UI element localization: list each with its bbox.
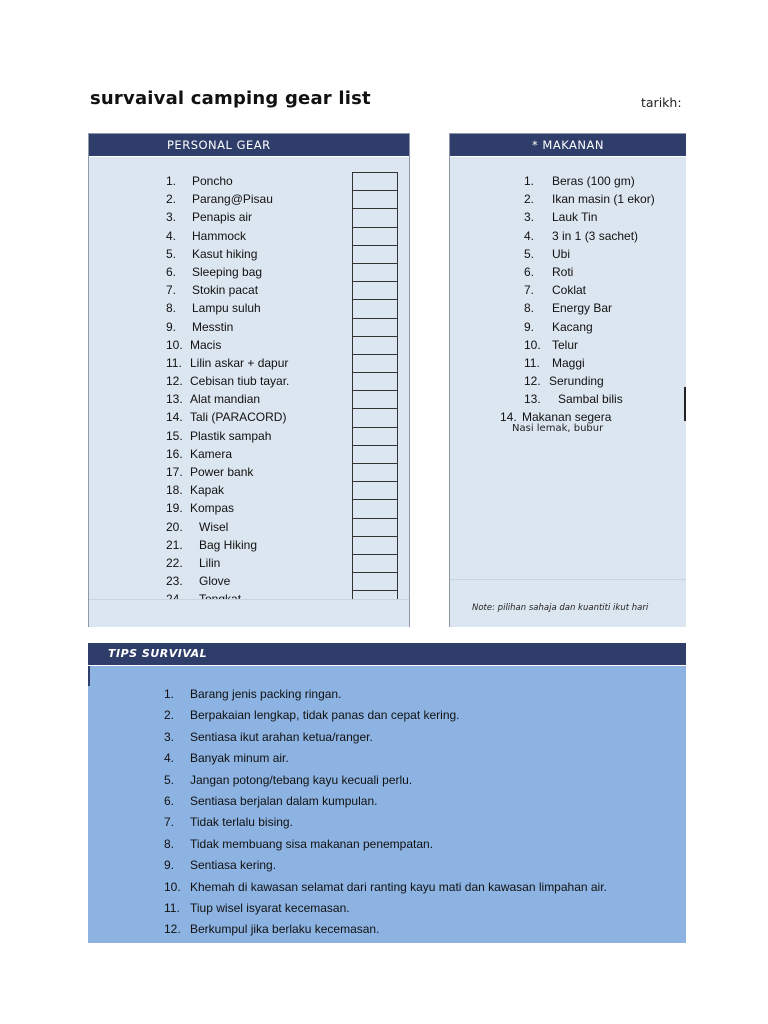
tip-item <box>88 727 686 748</box>
checkbox[interactable] <box>352 336 398 354</box>
item-label: Alat mandian <box>190 392 261 407</box>
item-label: Hammock <box>192 228 247 243</box>
makanan-item <box>450 208 686 226</box>
item-label: Sentiasa kering. <box>190 858 277 873</box>
checkbox[interactable] <box>352 318 398 336</box>
checkbox[interactable] <box>352 408 398 426</box>
makanan-item <box>450 390 686 408</box>
item-number: 10. <box>166 337 183 352</box>
tip-item <box>88 705 686 726</box>
item-number: 9. <box>166 319 177 334</box>
item-number: 23. <box>166 574 183 589</box>
item-label: Tali (PARACORD) <box>190 410 287 425</box>
tip-item <box>88 855 686 876</box>
item-number: 18. <box>166 483 183 498</box>
item-number: 11. <box>524 355 540 370</box>
item-label: Wisel <box>199 519 229 534</box>
makanan-header <box>450 134 686 156</box>
checkbox[interactable] <box>352 354 398 372</box>
item-label: Telur <box>552 337 579 352</box>
item-number: 10. <box>164 879 181 894</box>
item-number: 8. <box>166 301 177 316</box>
item-label: Roti <box>552 264 574 279</box>
item-label: Khemah di kawasan selamat dari ranting kayu mati dan kawasan limpahan air. <box>190 879 607 894</box>
item-number: 6. <box>166 264 177 279</box>
item-label: Stokin pacat <box>192 283 259 298</box>
gear-item <box>89 227 409 245</box>
item-number: 12. <box>164 922 181 937</box>
gear-item <box>89 481 409 499</box>
item-label: Kapak <box>190 483 225 498</box>
item-number: 1. <box>164 687 175 701</box>
item-number: 2. <box>164 708 175 723</box>
item-number: 15. <box>166 428 183 443</box>
item-label: Messtin <box>192 319 234 334</box>
item-label: Kacang <box>552 319 593 334</box>
item-number: 7. <box>166 283 177 298</box>
gear-item <box>89 390 409 408</box>
checkbox[interactable] <box>352 427 398 445</box>
page-title: survaival camping gear list <box>90 88 371 109</box>
item-label: Makanan segera <box>522 410 612 425</box>
checkbox[interactable] <box>352 245 398 263</box>
item-label: Kompas <box>190 501 235 516</box>
gear-item <box>89 536 409 554</box>
item-number: 2. <box>166 192 177 207</box>
gear-item <box>89 190 409 208</box>
date-label: tarikh: <box>641 95 682 110</box>
item-label: Cebisan tiub tayar. <box>190 374 290 389</box>
item-number: 7. <box>524 283 535 298</box>
item-label: Lampu suluh <box>192 301 261 316</box>
item-label: Banyak minum air. <box>190 751 289 766</box>
makanan-divider <box>684 387 686 421</box>
item-number: 3. <box>524 210 535 225</box>
item-label: Berpakaian lengkap, tidak panas dan cepat kering. <box>190 708 460 723</box>
gear-item <box>89 245 409 263</box>
makanan-item <box>450 336 686 354</box>
checkbox[interactable] <box>352 445 398 463</box>
gear-item <box>89 518 409 536</box>
gear-item <box>89 463 409 481</box>
item-label: Beras (100 gm) <box>552 174 635 188</box>
tip-item <box>88 898 686 919</box>
item-label: Tidak terlalu bising. <box>190 815 293 830</box>
tip-item <box>88 748 686 769</box>
item-number: 1. <box>524 174 535 188</box>
item-number: 11. <box>164 900 180 915</box>
item-label: Poncho <box>192 174 233 188</box>
item-label: Lauk Tin <box>552 210 598 225</box>
makanan-list <box>450 172 686 427</box>
item-label: Kasut hiking <box>192 246 258 261</box>
item-number: 6. <box>524 264 535 279</box>
item-number: 20. <box>166 519 183 534</box>
gear-item <box>89 572 409 590</box>
checkbox[interactable] <box>352 518 398 536</box>
makanan-item <box>450 227 686 245</box>
item-label: Jangan potong/tebang kayu kecuali perlu. <box>190 772 413 787</box>
gear-item <box>89 408 409 426</box>
makanan-item <box>450 172 686 190</box>
makanan-item <box>450 190 686 208</box>
checkbox[interactable] <box>352 499 398 517</box>
checkbox[interactable] <box>352 536 398 554</box>
gear-item <box>89 427 409 445</box>
item-label: Penapis air <box>192 210 253 225</box>
tips-list <box>88 684 686 941</box>
item-label: Tidak membuang sisa makanan penempatan. <box>190 836 434 851</box>
tip-item <box>88 791 686 812</box>
personal-gear-list <box>89 172 409 609</box>
checkbox[interactable] <box>352 281 398 299</box>
checkbox[interactable] <box>352 572 398 590</box>
item-label: Ikan masin (1 ekor) <box>552 192 655 207</box>
item-label: 3 in 1 (3 sachet) <box>552 228 639 243</box>
item-label: Kamera <box>190 446 233 461</box>
makanan-panel <box>449 133 686 627</box>
item-number: 22. <box>166 555 183 570</box>
checkbox[interactable] <box>352 463 398 481</box>
makanan-item <box>450 354 686 372</box>
item-label: Barang jenis packing ringan. <box>190 687 342 701</box>
makanan-item <box>450 318 686 336</box>
gear-item <box>89 372 409 390</box>
item-label: Ubi <box>552 246 571 261</box>
gear-item <box>89 354 409 372</box>
item-label: Sambal bilis <box>558 392 623 407</box>
gear-item <box>89 208 409 226</box>
item-number: 19. <box>166 501 183 516</box>
makanan-item <box>450 245 686 263</box>
item-number: 14. <box>166 410 183 425</box>
checkbox[interactable] <box>352 172 398 190</box>
item-number: 5. <box>524 246 535 261</box>
item-label: Parang@Pisau <box>192 192 273 207</box>
tip-item <box>88 919 686 940</box>
item-label: Sentiasa ikut arahan ketua/ranger. <box>190 729 373 744</box>
header-divider <box>88 665 686 666</box>
item-number: 12. <box>166 374 183 389</box>
item-label: Lilin askar + dapur <box>190 355 289 370</box>
checkbox[interactable] <box>352 227 398 245</box>
tips-panel <box>88 643 686 943</box>
item-number: 3. <box>166 210 177 225</box>
gear-item <box>89 318 409 336</box>
tips-header <box>88 643 686 665</box>
item-number: 13. <box>524 392 541 407</box>
item-number: 5. <box>166 246 177 261</box>
checkbox[interactable] <box>352 390 398 408</box>
item-number: 5. <box>164 772 175 787</box>
checkbox[interactable] <box>352 208 398 226</box>
gear-item <box>89 554 409 572</box>
item-number: 6. <box>164 793 175 808</box>
tip-item <box>88 834 686 855</box>
makanan-note: Note: pilihan sahaja dan kuantiti ikut hari <box>472 603 649 613</box>
tip-item <box>88 877 686 898</box>
item-number: 12. <box>524 374 541 389</box>
header-divider <box>89 156 409 157</box>
item-number: 1. <box>166 174 177 188</box>
item-label: Serunding <box>549 374 604 389</box>
makanan-item <box>450 281 686 299</box>
item-label: Sleeping bag <box>192 264 263 279</box>
item-number: 17. <box>166 465 183 479</box>
checkbox[interactable] <box>352 481 398 499</box>
item-label: Plastik sampah <box>190 428 272 443</box>
tip-item <box>88 770 686 791</box>
tips-heading: TIPS SURVIVAL <box>108 647 208 660</box>
item-label: Sentiasa berjalan dalam kumpulan. <box>190 793 378 808</box>
item-number: 11. <box>166 355 182 370</box>
item-number: 8. <box>164 836 175 851</box>
gear-item <box>89 281 409 299</box>
makanan-heading: * MAKANAN <box>532 138 604 152</box>
item-label: Bag Hiking <box>199 537 258 552</box>
item-number: 4. <box>164 751 175 766</box>
makanan-item <box>450 299 686 317</box>
item-number: 13. <box>166 392 183 407</box>
item-number: 9. <box>524 319 535 334</box>
tip-item <box>88 812 686 833</box>
item-number: 3. <box>164 729 175 744</box>
item-label: Macis <box>190 337 222 352</box>
item-label: Berkumpul jika berlaku kecemasan. <box>190 922 380 937</box>
makanan-item <box>450 263 686 281</box>
gear-item <box>89 263 409 281</box>
makanan-item <box>450 372 686 390</box>
checkbox[interactable] <box>352 299 398 317</box>
item-number: 16. <box>166 446 183 461</box>
checkbox[interactable] <box>352 190 398 208</box>
checkbox[interactable] <box>352 554 398 572</box>
gear-item <box>89 336 409 354</box>
gear-item <box>89 299 409 317</box>
item-label: Glove <box>199 574 231 589</box>
item-number: 7. <box>164 815 175 830</box>
item-number: 4. <box>524 228 535 243</box>
gear-item <box>89 499 409 517</box>
item-label: Tiup wisel isyarat kecemasan. <box>190 900 350 915</box>
header-divider <box>450 156 686 157</box>
item-label: Energy Bar <box>552 301 613 316</box>
item-label: Coklat <box>552 283 587 298</box>
personal-gear-footer <box>89 599 409 627</box>
personal-gear-heading: PERSONAL GEAR <box>167 138 271 152</box>
personal-gear-header <box>89 134 409 156</box>
makanan-sub-note: Nasi lemak, bubur <box>512 423 604 434</box>
item-number: 8. <box>524 301 535 316</box>
item-number: 2. <box>524 192 535 207</box>
item-number: 14. <box>500 410 517 425</box>
item-number: 9. <box>164 858 175 873</box>
tip-item <box>88 684 686 705</box>
personal-gear-panel <box>88 133 410 627</box>
item-label: Power bank <box>190 465 254 479</box>
checkbox[interactable] <box>352 372 398 390</box>
tips-accent-bar <box>88 666 90 686</box>
gear-item <box>89 172 409 190</box>
item-label: Lilin <box>199 555 221 570</box>
gear-item <box>89 445 409 463</box>
checkbox[interactable] <box>352 263 398 281</box>
item-number: 4. <box>166 228 177 243</box>
item-label: Maggi <box>552 355 585 370</box>
item-number: 10. <box>524 337 541 352</box>
item-number: 21. <box>166 537 183 552</box>
